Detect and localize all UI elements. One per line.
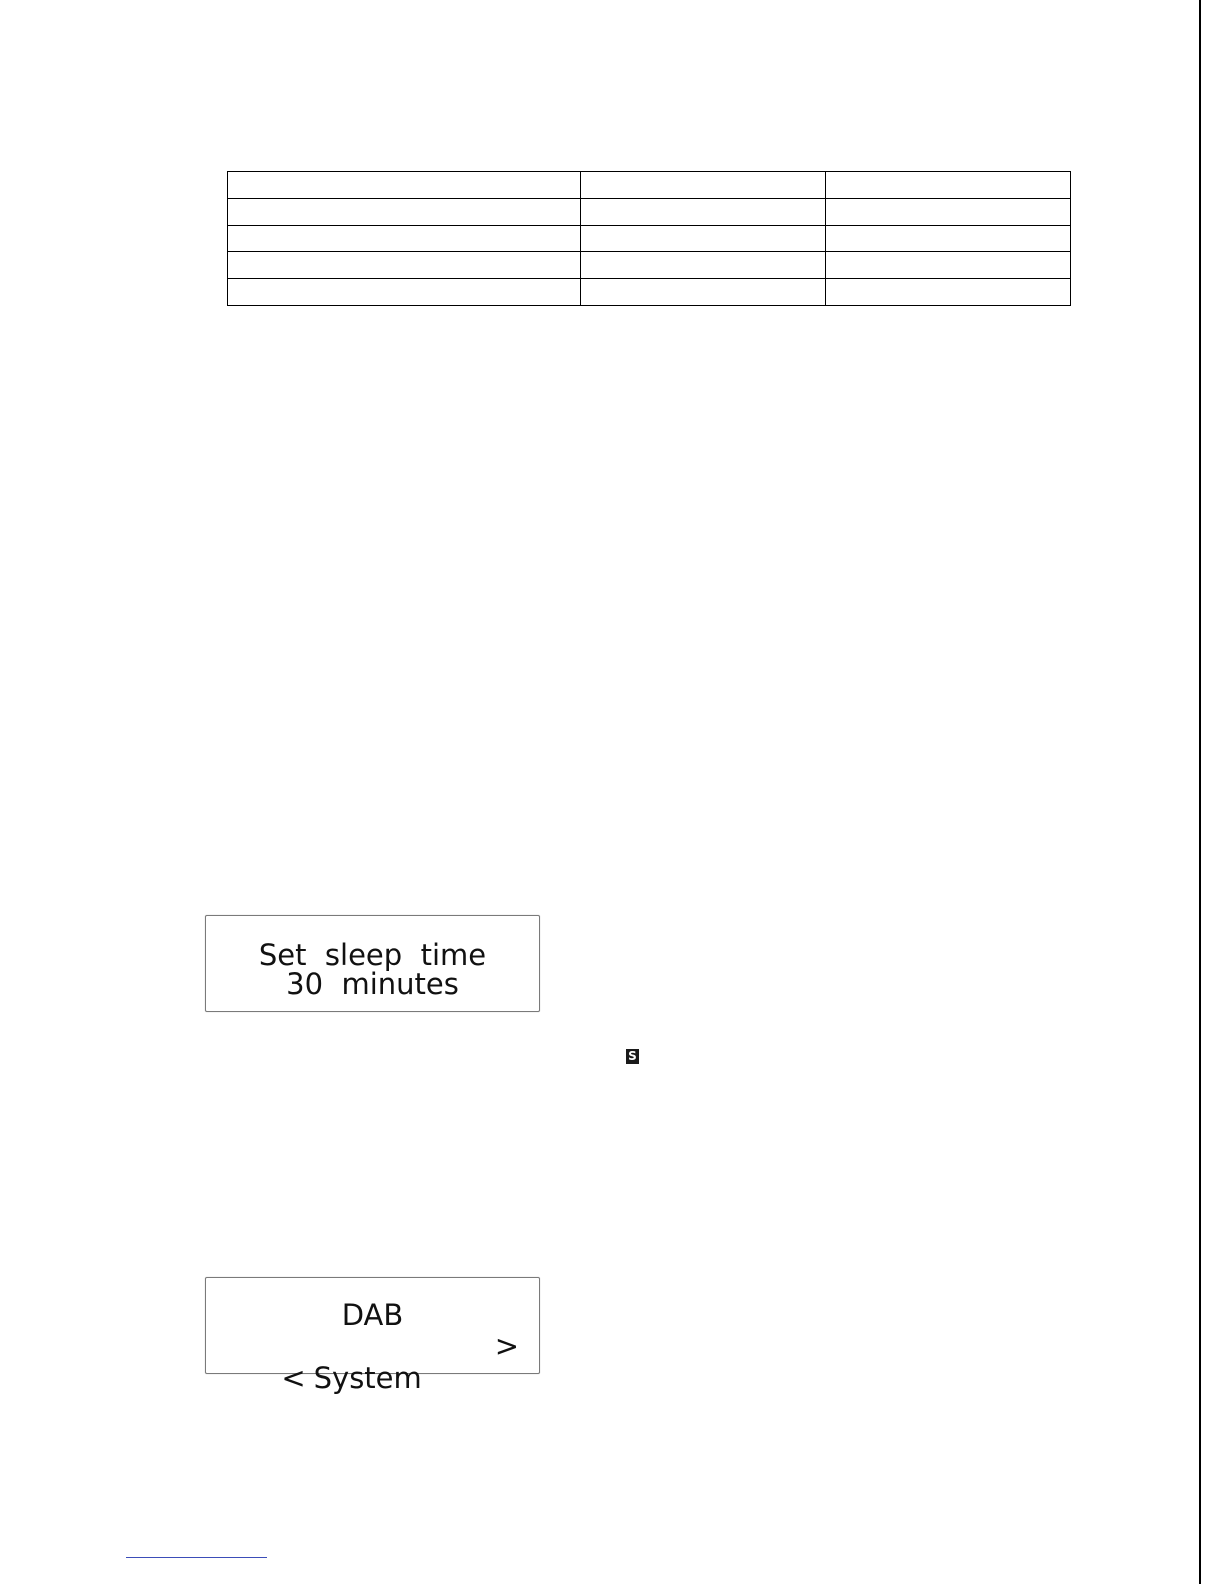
table-cell [581,252,826,279]
chevron-right-icon: > [494,1329,519,1363]
table-cell [826,279,1071,306]
table-cell [228,172,581,199]
table-row [228,198,1071,225]
lcd-line-2: 30 minutes [286,967,459,1001]
spec-table [227,171,1071,306]
lcd-sleep-timer-display [205,915,540,1012]
table-cell [581,225,826,252]
table-cell [826,225,1071,252]
table-cell [581,198,826,225]
footnote-separator [126,1557,267,1558]
table-cell [581,172,826,199]
table-row [228,225,1071,252]
table-cell [228,252,581,279]
lcd-line-1: Set sleep time [258,938,487,972]
chevron-left-icon: < [281,1361,306,1395]
table-cell [228,198,581,225]
table-row [228,279,1071,306]
sleep-indicator-icon: S [626,1049,639,1064]
table-cell [826,198,1071,225]
table-cell [826,252,1071,279]
table-row [228,252,1071,279]
lcd-menu-title: DAB [341,1298,404,1332]
lcd-menu-row [226,1330,519,1458]
table-cell [228,225,581,252]
page-edge-line [1199,0,1201,1584]
table-cell [826,172,1071,199]
table-row [228,172,1071,199]
table-cell [228,279,581,306]
lcd-menu-display [205,1277,540,1395]
lcd-menu-item: System [313,1361,422,1395]
table-cell [581,279,826,306]
